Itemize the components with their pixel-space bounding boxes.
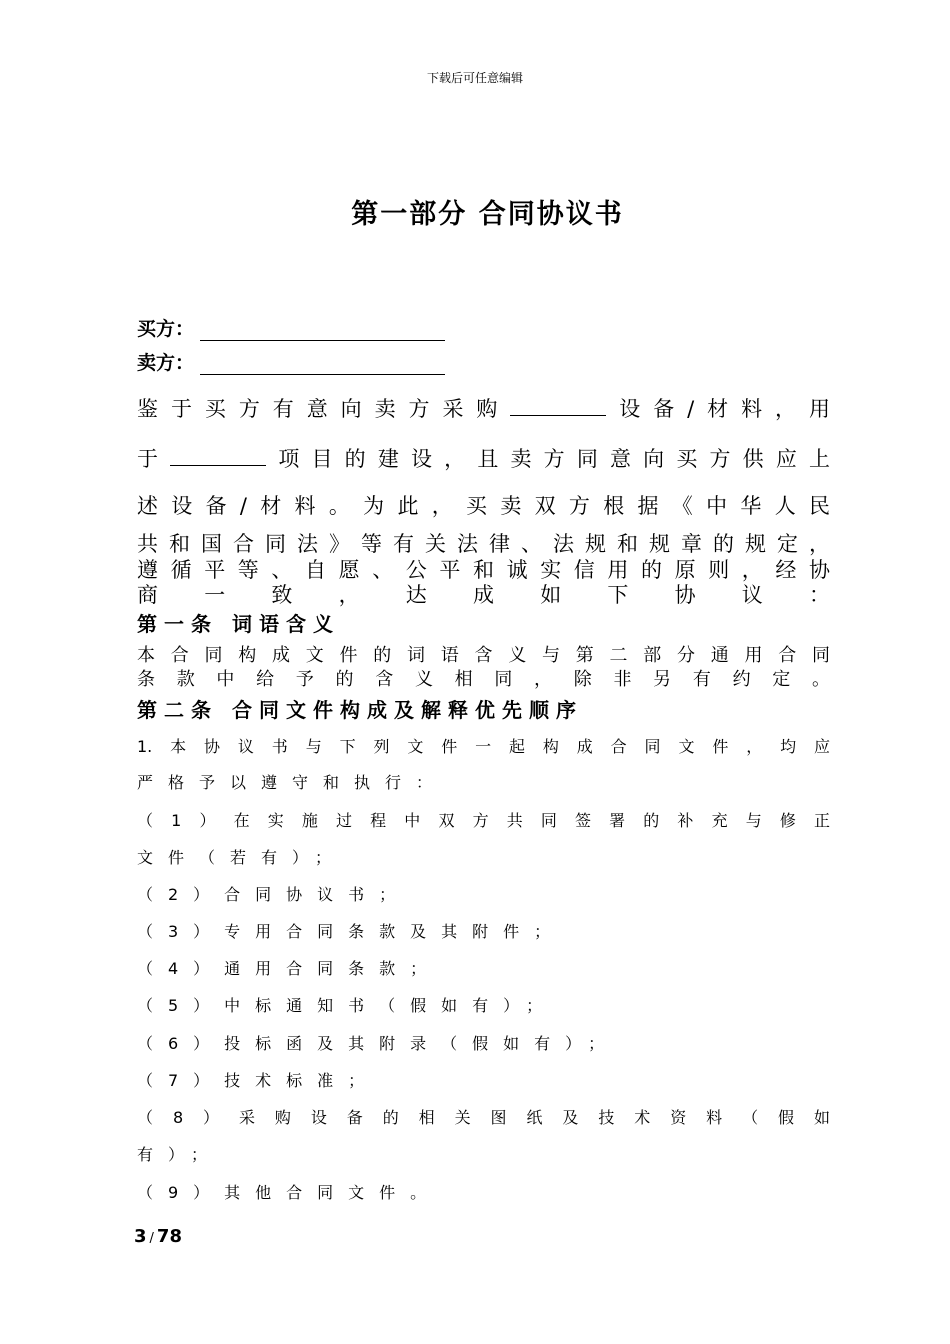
article-1-line-2: 条款中给予的含义相同，除非另有约定。 — [137, 669, 830, 690]
current-page: 3 — [134, 1226, 147, 1247]
list-item-6: （6）投标函及其附录（假如有）； — [137, 1034, 620, 1053]
list-item-4: （4）通用合同条款； — [137, 959, 442, 978]
article-1-heading: 第一条 词语含义 — [137, 612, 340, 636]
list-item-2: （2）合同协议书； — [137, 885, 411, 904]
total-pages: 78 — [156, 1226, 182, 1247]
article-2-para-1b: 严格予以遵守和执行： — [137, 773, 448, 792]
list-item-9: （9）其他合同文件。 — [137, 1183, 442, 1202]
article-2-heading: 第二条 合同文件构成及解释优先顺序 — [137, 698, 583, 722]
intro-line-2 — [137, 447, 830, 470]
seller-line — [137, 348, 445, 375]
intro-line-5: 遵循平等、自愿、公平和诚实信用的原则，经协 — [137, 558, 830, 582]
page-title: 第一部分 合同协议书 — [351, 199, 624, 230]
intro-text: 鉴于买方有意向卖方采购 — [137, 397, 511, 421]
equipment-blank — [510, 397, 606, 416]
intro-line-6: 商一致，达成如下协议： — [137, 583, 830, 607]
page-number — [134, 1226, 182, 1247]
seller-blank — [200, 356, 445, 375]
list-item-1a: （1）在实施过程中双方共同签署的补充与修正 — [137, 811, 830, 830]
list-item-7: （7）技术标准； — [137, 1071, 380, 1090]
seller-label: 卖方： — [137, 352, 195, 374]
buyer-blank — [200, 322, 445, 341]
list-item-8b: 有）； — [137, 1145, 223, 1164]
intro-text: 设备/材料，用 — [606, 397, 830, 421]
buyer-label: 买方： — [137, 318, 195, 340]
intro-line-3: 述设备/材料。为此，买卖双方根据《中华人民 — [137, 494, 830, 518]
intro-line-1 — [137, 397, 830, 420]
intro-text: 项目的建设，且卖方同意向买方供应上 — [266, 447, 831, 471]
list-item-3: （3）专用合同条款及其附件； — [137, 922, 566, 941]
project-blank — [170, 447, 266, 466]
intro-text: 于 — [137, 447, 171, 471]
list-item-8a: （8）采购设备的相关图纸及技术资料（假如 — [137, 1108, 830, 1127]
article-1-line-1: 本合同构成文件的词语含义与第二部分通用合同 — [137, 645, 830, 666]
page-separator: / — [149, 1231, 154, 1246]
buyer-line — [137, 314, 445, 341]
article-2-para-1a: 1.本协议书与下列文件一起构成合同文件，均应 — [137, 737, 830, 756]
list-item-5: （5）中标通知书（假如有）； — [137, 996, 558, 1015]
page-header-note: 下载后可任意编辑 — [426, 71, 523, 85]
intro-line-4: 共和国合同法》等有关法律、法规和规章的规定， — [137, 532, 830, 556]
list-item-1b: 文件（若有）； — [137, 848, 347, 867]
